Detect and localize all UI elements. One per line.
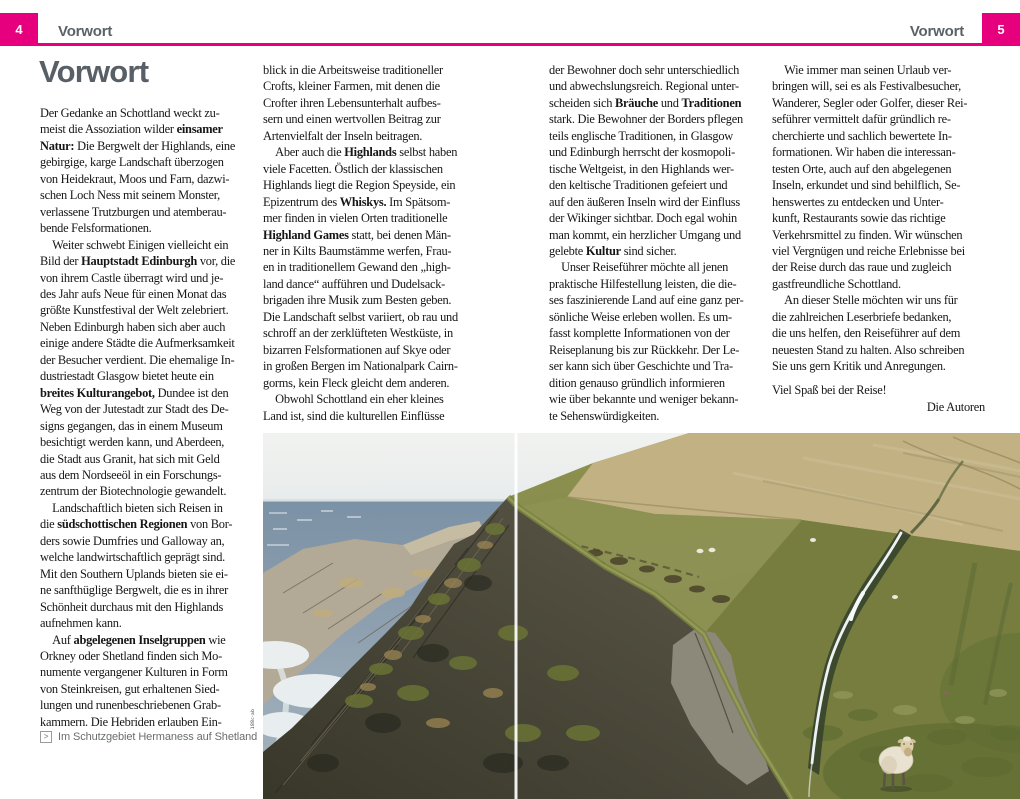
cliff-landscape-graphic <box>263 433 1020 799</box>
caption-arrow-icon: > <box>40 731 52 743</box>
text-column-1: Der Gedanke an Schottland weckt zu- meist die Assoziation wilder einsamer Natur: Die Bergwelt der Highlands, eine gebirgige, karge Landschaft überzogen von Heidekraut, Moos und Farn, dazwi- schen Loch Ness mit seinem Monster, verlassene Trutzburgen und atemberau- bende Felsformationen. Weiter schwebt Einigen vielleicht ein Bild der Hauptstadt Edinburgh vor, die von ihrem Castle überragt wird und je- des Jahr aufs Neue für einen Monat das größte Kunstfestival der Welt zelebriert. Neben Edinburgh haben sich aber auch einige andere Städte die Aufmerksamkeit der Besucher verdient. Die ehemalige In- dustriestadt Glasgow bietet heute ein breites Kulturangebot, Dundee ist den Weg von der Jutestadt zur Stadt des De- signs gegangen, das in einem Museum besichtigt werden kann, und Aberdeen, die Stadt aus Granit, hat sich mit Geld aus dem Nordseeöl in ein Forschungs- zentrum der Biotechnologie gewandelt. Landschaftlich bieten sich Reisen in die südschottischen Regionen von Bor- ders sowie Dumfries und Galloway an, welche landwirtschaftlich geprägt sind. Mit den Southern Uplands bieten sie ei- ne sanfthüglige Bergwelt, die es in ihrer Schönheit durchaus mit den Highlands aufnehmen kann. Auf abgelegenen Inselgruppen wie Orkney oder Shetland finden sich Mo- numente vergangener Kulturen in Form von Steinkreisen, gut erhaltenen Sied- lungen und runenbeschriebenen Grab- kammern. Die Hebriden erlauben Ein- <box>40 106 236 729</box>
photo-caption <box>40 731 257 743</box>
text-column-3: der Bewohner doch sehr unterschiedlich und abwechslungsreich. Regional unter- scheiden sich Bräuche und Traditionen stark. Die Bewohner der Borders pflegen teils englische Traditionen, in Glasgow und Edinburgh herrscht der kosmopoli- tische Weltgeist, in den Highlands wer- den keltische Traditionen gefeiert und auf den äußeren Inseln wird der Einfluss der Wikinger sichtbar. Doch egal wohin man kommt, ein herzlicher Umgang und gelebte Kultur sind sicher. Unser Reiseführer möchte all jenen praktische Hilfestellung leisten, die die- ses faszinierende Land auf eine ganz per- sönliche Weise erleben wollen. Es um- fasst komplette Informationen von der Reiseplanung bis zur Rückkehr. Der Le- ser kann sich über Geschichte und Tra- dition genauso gründlich informieren wie über bekannte und weniger bekann- te Sehenswürdigkeiten. <box>549 63 744 423</box>
page-number-left: 4 <box>0 13 38 46</box>
running-head-left: Vorwort <box>58 23 113 40</box>
landscape-photo <box>263 433 1020 799</box>
running-head-right: Vorwort <box>909 23 964 40</box>
article-title: Vorwort <box>39 54 149 89</box>
closing-line: Viel Spaß bei der Reise! <box>772 383 887 397</box>
header-rule <box>0 43 1020 46</box>
text-column-2: blick in die Arbeitsweise traditioneller Crofts, kleiner Farmen, mit denen die Crofter ihren Lebensunterhalt aufbes- sern und einen wertvollen Beitrag zur Artenvielfalt der Inseln beitragen. Aber auch die Highlands selbst haben viele Facetten. Östlich der klassischen Highlands liegt die Region Speyside, ein Epizentrum des Whiskys. Im Spätsom- mer finden in vielen Orten traditionelle Highland Games statt, bei denen Män- ner in Kilts Baumstämme werfen, Frau- en in traditionellem Gewand den „high- land dance“ aufführen und Dudelsack- brigaden ihre Musik zum Besten geben. Die Landschaft selbst variiert, ob rau und schroff an der zerklüfteten Westküste, in bizarren Felsformationen auf Skye oder in großen Bergen im Nationalpark Cairn- gorms, kein Fleck gleicht dem anderen. Obwohl Schottland ein eher kleines Land ist, sind die kulturellen Einflüsse <box>263 63 458 423</box>
page-number-right: 5 <box>982 13 1020 46</box>
page-gutter-line <box>515 433 518 799</box>
text-column-4: Wie immer man seinen Urlaub ver- bringen will, sei es als Festivalbesucher, Wanderer, Segler oder Golfer, dieser Rei- seführer vermittelt dafür gründlich re- cherchierte und sachlich bewertete In- formationen. Wir haben die interessan- testen Orte, auch auf den abgelegenen Inseln, erkundet und sind behilflich, Se- henswertes zu entdecken und Unter- kunft, Restaurants sowie das richtige Verkehrsmittel zu finden. Wir wünschen viel Vergnügen und reiche Erlebnisse bei der Reise durch das raue und zugleich gastfreundliche Schottland. An dieser Stelle möchten wir uns für die zahlreichen Leserbriefe bedanken, die uns helfen, den Reiseführer auf dem neuesten Stand zu halten. Also schreiben Sie uns gern Kritik und Anregungen. <box>772 63 968 374</box>
signature: Die Autoren <box>926 400 985 414</box>
photo-caption-text: Im Schutzgebiet Hermaness auf Shetland <box>58 731 258 743</box>
photo-credit: 188c-ab <box>251 708 256 730</box>
